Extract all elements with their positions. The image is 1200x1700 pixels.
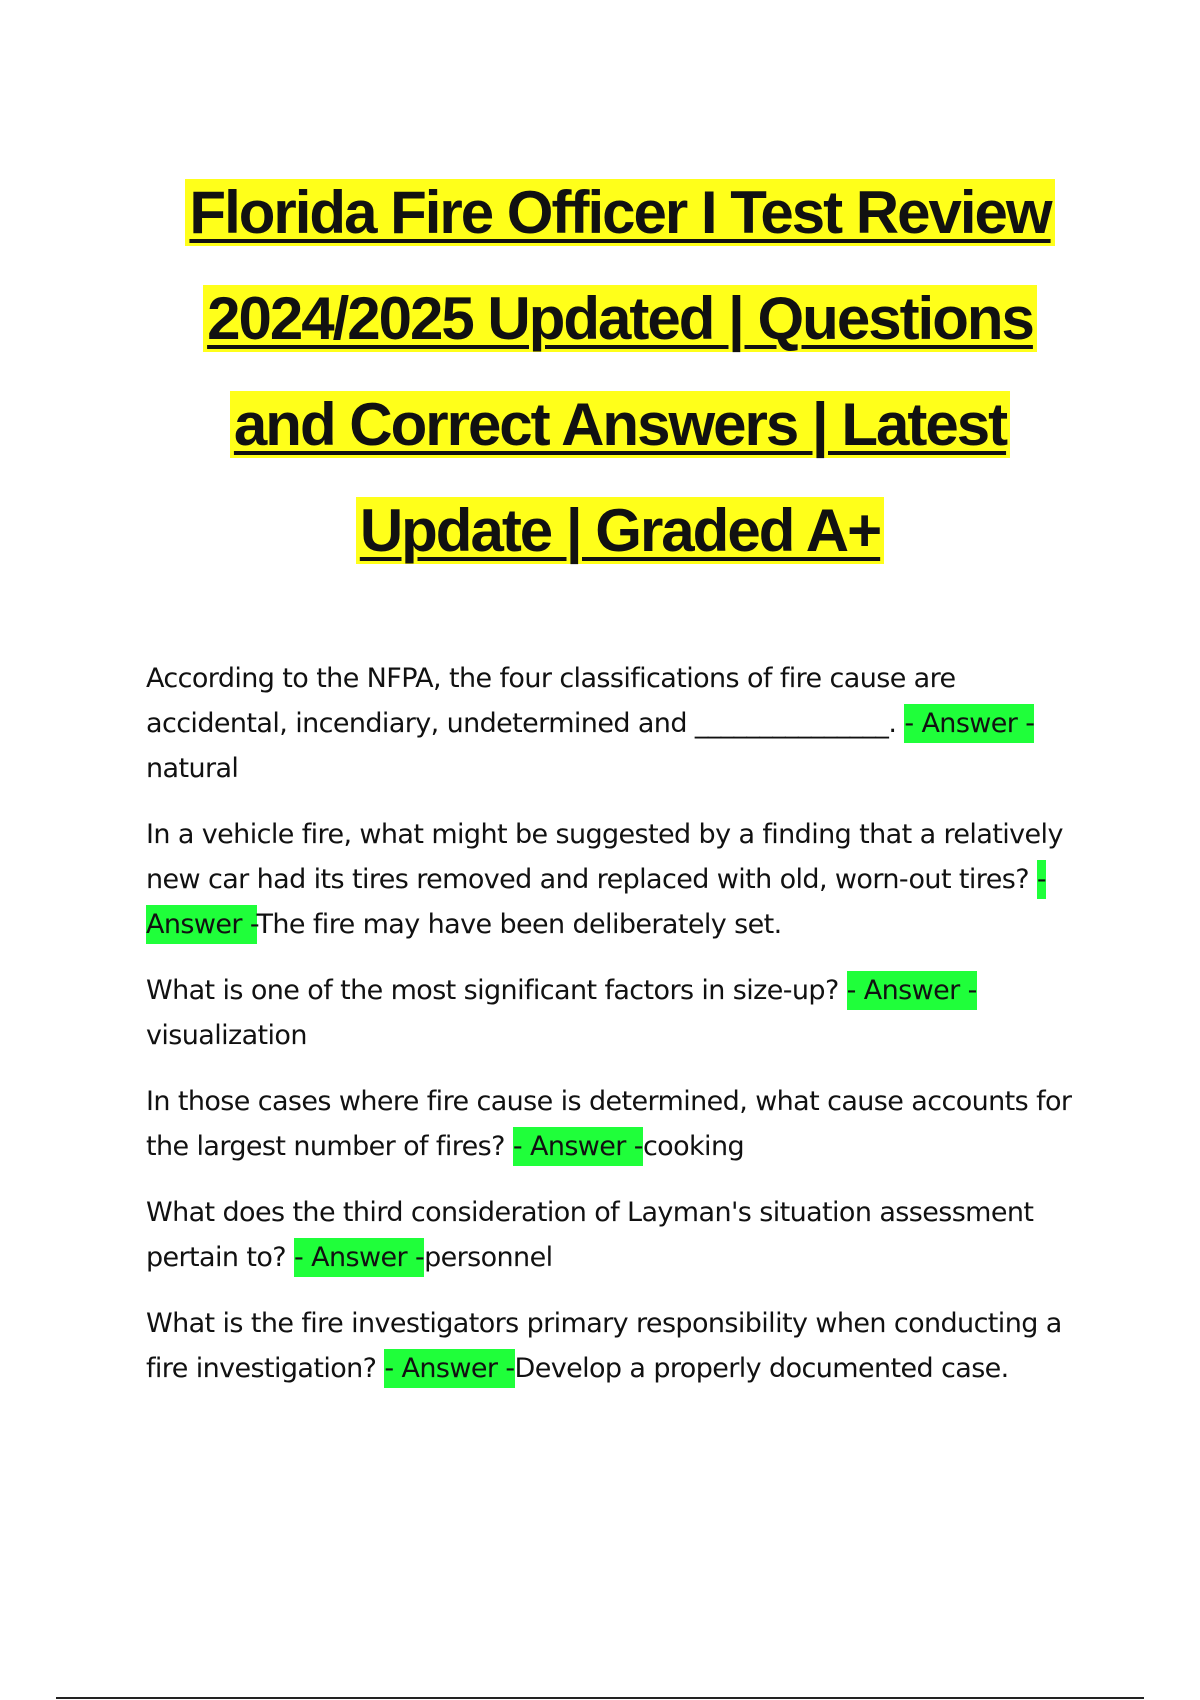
- qa-list: [146, 656, 1076, 1412]
- answer-marker: - Answer -: [146, 860, 1046, 944]
- title-line-text: and Correct Answers | Latest: [230, 391, 1010, 458]
- qa-item: [146, 1190, 1076, 1280]
- answer-text: cooking: [642, 1131, 745, 1162]
- question-text: In those cases where fire cause is determined, what cause accounts for the largest number of fires?: [146, 1086, 1072, 1162]
- question-text: What does the third consideration of Layman's situation assessment pertain to?: [146, 1197, 1034, 1273]
- answer-text: The fire may have been deliberately set.: [256, 909, 782, 940]
- qa-item: [146, 1079, 1076, 1169]
- title-line: [0, 372, 1200, 478]
- qa-item: [146, 812, 1076, 947]
- title-line-text: Florida Fire Officer I Test Review: [185, 179, 1054, 246]
- answer-marker: - Answer -: [904, 704, 1034, 743]
- qa-item: [146, 656, 1076, 791]
- answer-text: visualization: [146, 1020, 307, 1051]
- answer-text: personnel: [424, 1242, 553, 1273]
- answer-marker: - Answer -: [384, 1349, 514, 1388]
- question-text: What is the fire investigators primary responsibility when conducting a fire investigation?: [146, 1308, 1062, 1384]
- title-line: [0, 478, 1200, 584]
- title-line: [0, 266, 1200, 372]
- answer-marker: - Answer -: [847, 971, 977, 1010]
- footer-rule: [56, 1697, 1144, 1699]
- answer-marker: - Answer -: [513, 1127, 643, 1166]
- qa-item: [146, 1301, 1076, 1391]
- question-text: What is one of the most significant factors in size-up?: [146, 975, 847, 1006]
- answer-marker: - Answer -: [294, 1238, 424, 1277]
- title-line: [0, 160, 1200, 266]
- title-line-text: Update | Graded A+: [356, 497, 884, 564]
- document-title: [0, 160, 1200, 584]
- qa-item: [146, 968, 1076, 1058]
- answer-text: Develop a properly documented case.: [514, 1353, 1009, 1384]
- answer-text: natural: [146, 753, 239, 784]
- question-text: According to the NFPA, the four classifications of fire cause are accidental, incendiary, undetermined and _______________.: [146, 663, 956, 739]
- title-line-text: 2024/2025 Updated | Questions: [203, 285, 1037, 352]
- question-text: In a vehicle fire, what might be suggested by a finding that a relatively new car had its tires removed and replaced with old, worn-out tires?: [146, 819, 1063, 895]
